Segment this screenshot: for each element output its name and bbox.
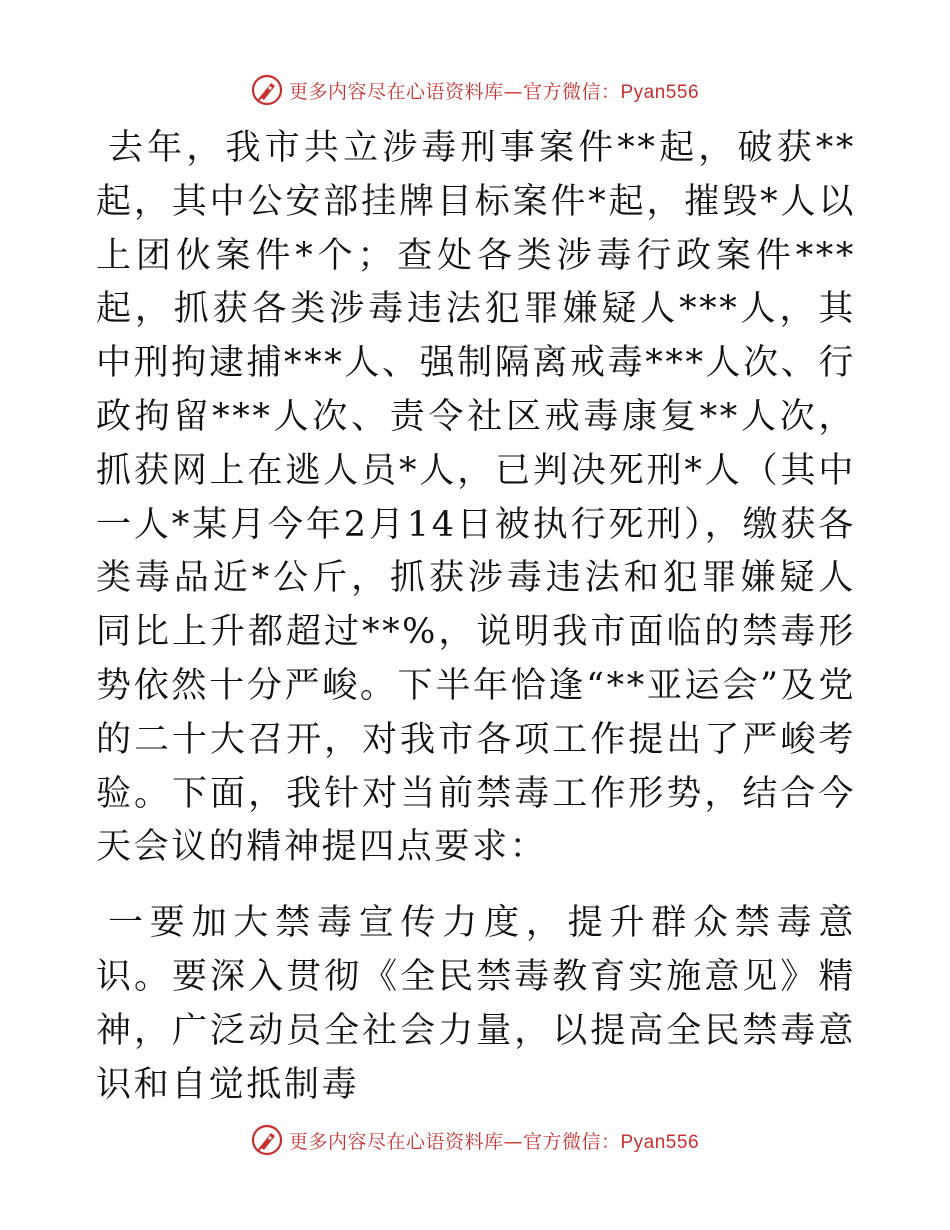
header-banner-label: 更多内容尽在心语资料库—官方微信： <box>288 80 621 103</box>
footer-banner-label: 更多内容尽在心语资料库—官方微信： <box>288 1130 621 1153</box>
header-banner-handle: Pyan556 <box>620 81 700 103</box>
footer-banner-inner <box>251 1124 699 1156</box>
footer-banner-handle: Pyan556 <box>620 1131 700 1153</box>
pen-nib-logo-icon <box>251 74 283 106</box>
header-banner-text <box>289 77 699 104</box>
header-banner <box>0 70 950 110</box>
header-banner-inner <box>251 74 699 106</box>
pen-nib-logo-icon <box>251 1124 283 1156</box>
footer-banner-text <box>289 1127 699 1154</box>
document-body <box>96 122 856 1112</box>
paragraph-2: 一要加大禁毒宣传力度，提升群众禁毒意识。要深入贯彻《全民禁毒教育实施意见》精神，广泛动员全社会力量，以提高全民禁毒意识和自觉抵制毒 <box>96 903 856 1105</box>
footer-banner <box>0 1120 950 1160</box>
paragraph-1: 去年，我市共立涉毒刑事案件**起，破获**起，其中公安部挂牌目标案件*起，摧毁*人以上团伙案件*个；查处各类涉毒行政案件***起，抓获各类涉毒违法犯罪嫌疑人***人，其中刑拘逮捕***人、强制隔离戒毒***人次、行政拘留***人次、责令社区戒毒康复**人次，抓获网上在逃人员*人，已判决死刑*人（其中一人*某月今年2月14日被执行死刑），缴获各类毒品近*公斤，抓获涉毒违法和犯罪嫌疑人同比上升都超过**%，说明我市面临的禁毒形势依然十分严峻。下半年恰逢“**亚运会”及党的二十大召开，对我市各项工作提出了严峻考验。下面，我针对当前禁毒工作形势，结合今天会议的精神提四点要求： <box>96 128 856 868</box>
